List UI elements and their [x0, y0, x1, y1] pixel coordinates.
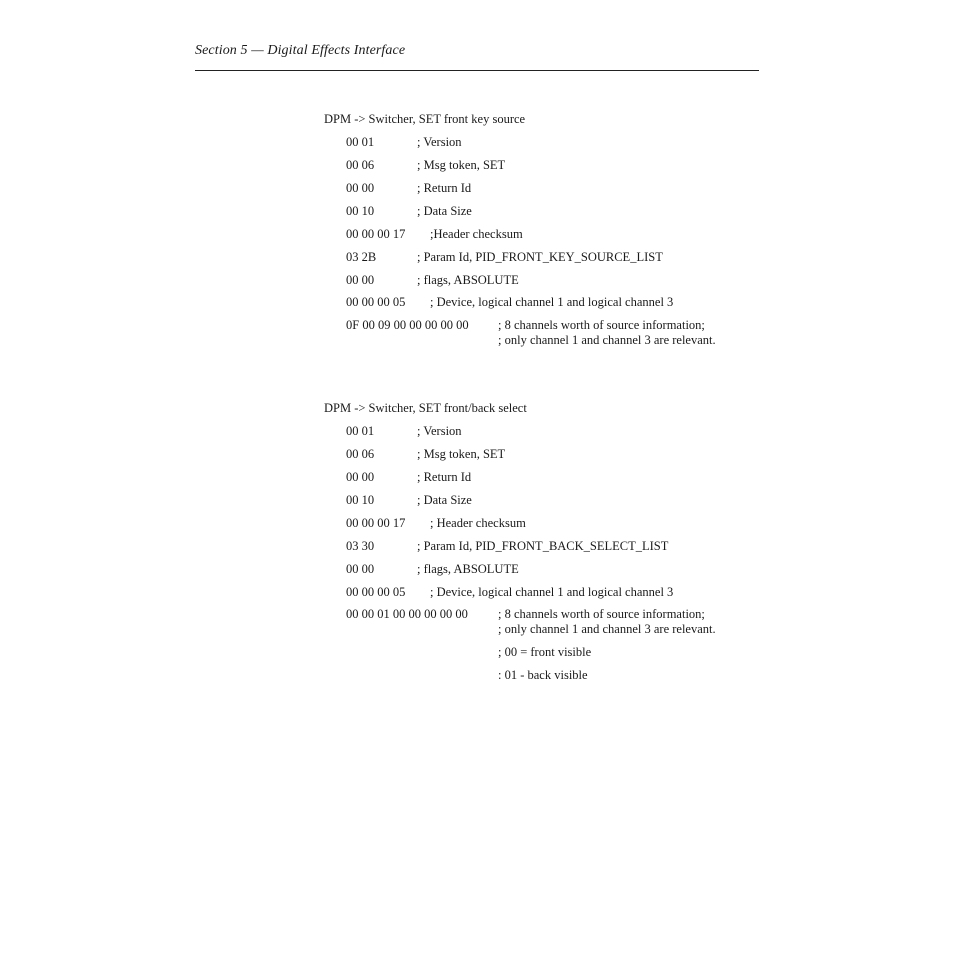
note-text: : 01 - back visible — [498, 668, 588, 682]
block1-row — [0, 181, 954, 197]
block1-row — [0, 135, 954, 151]
row-code: 00 06 — [346, 158, 375, 172]
row-comment: ; flags, ABSOLUTE — [417, 562, 519, 576]
block2-row — [0, 607, 954, 623]
row-code: 00 00 — [346, 273, 375, 287]
row-comment: ; only channel 1 and channel 3 are relevant. — [498, 622, 716, 636]
block1-row — [0, 250, 954, 266]
block2-row — [0, 447, 954, 463]
block1-row — [0, 227, 954, 243]
row-code: 00 00 — [346, 470, 375, 484]
row-comment: ; Device, logical channel 1 and logical channel 3 — [430, 295, 674, 309]
row-comment: ; Param Id, PID_FRONT_BACK_SELECT_LIST — [417, 539, 669, 553]
row-comment: ; Return Id — [417, 181, 472, 195]
block2-title: DPM -> Switcher, SET front/back select — [324, 401, 527, 415]
row-comment: ; Msg token, SET — [417, 447, 506, 461]
row-comment: ; only channel 1 and channel 3 are relevant. — [498, 333, 716, 347]
block2-note — [0, 645, 954, 661]
row-code: 00 00 00 17 — [346, 227, 406, 241]
block2-note — [0, 668, 954, 684]
block2-row — [0, 424, 954, 440]
block2-row — [0, 539, 954, 555]
row-code: 00 00 00 05 — [346, 295, 406, 309]
row-code: 00 00 01 00 00 00 00 00 — [346, 607, 468, 621]
row-code: 00 01 — [346, 135, 375, 149]
row-code: 03 2B — [346, 250, 377, 264]
row-comment: ; Msg token, SET — [417, 158, 506, 172]
row-comment: ; 8 channels worth of source information; — [498, 318, 705, 332]
row-comment: ; Data Size — [417, 204, 472, 218]
row-comment: ; Data Size — [417, 493, 472, 507]
row-code: 03 30 — [346, 539, 375, 553]
row-comment: ; Return Id — [417, 470, 472, 484]
block2-row-continuation — [0, 622, 954, 638]
row-code: 00 00 00 05 — [346, 585, 406, 599]
row-code: 00 06 — [346, 447, 375, 461]
block1-title: DPM -> Switcher, SET front key source — [324, 112, 526, 126]
row-code: 0F 00 09 00 00 00 00 00 — [346, 318, 469, 332]
row-code: 00 01 — [346, 424, 375, 438]
header-rule — [195, 70, 759, 71]
row-comment: ; Device, logical channel 1 and logical channel 3 — [430, 585, 674, 599]
block2-row — [0, 562, 954, 578]
row-code: 00 00 00 17 — [346, 516, 406, 530]
row-code: 00 10 — [346, 493, 375, 507]
row-code: 00 10 — [346, 204, 375, 218]
block2-row — [0, 470, 954, 486]
block1-row — [0, 318, 954, 334]
note-text: ; 00 = front visible — [498, 645, 592, 659]
running-head: Section 5 — Digital Effects Interface — [195, 43, 406, 58]
block2-row — [0, 585, 954, 601]
block2-row — [0, 516, 954, 532]
block1-row — [0, 204, 954, 220]
row-code: 00 00 — [346, 562, 375, 576]
block1-row — [0, 273, 954, 289]
block1-row-continuation — [0, 333, 954, 349]
row-comment: ;Header checksum — [430, 227, 523, 241]
row-comment: ; Version — [417, 135, 462, 149]
row-code: 00 00 — [346, 181, 375, 195]
row-comment: ; Header checksum — [430, 516, 526, 530]
block1-row — [0, 295, 954, 311]
block1-row — [0, 158, 954, 174]
row-comment: ; flags, ABSOLUTE — [417, 273, 519, 287]
row-comment: ; Version — [417, 424, 462, 438]
block2-row — [0, 493, 954, 509]
row-comment: ; 8 channels worth of source information; — [498, 607, 705, 621]
row-comment: ; Param Id, PID_FRONT_KEY_SOURCE_LIST — [417, 250, 663, 264]
